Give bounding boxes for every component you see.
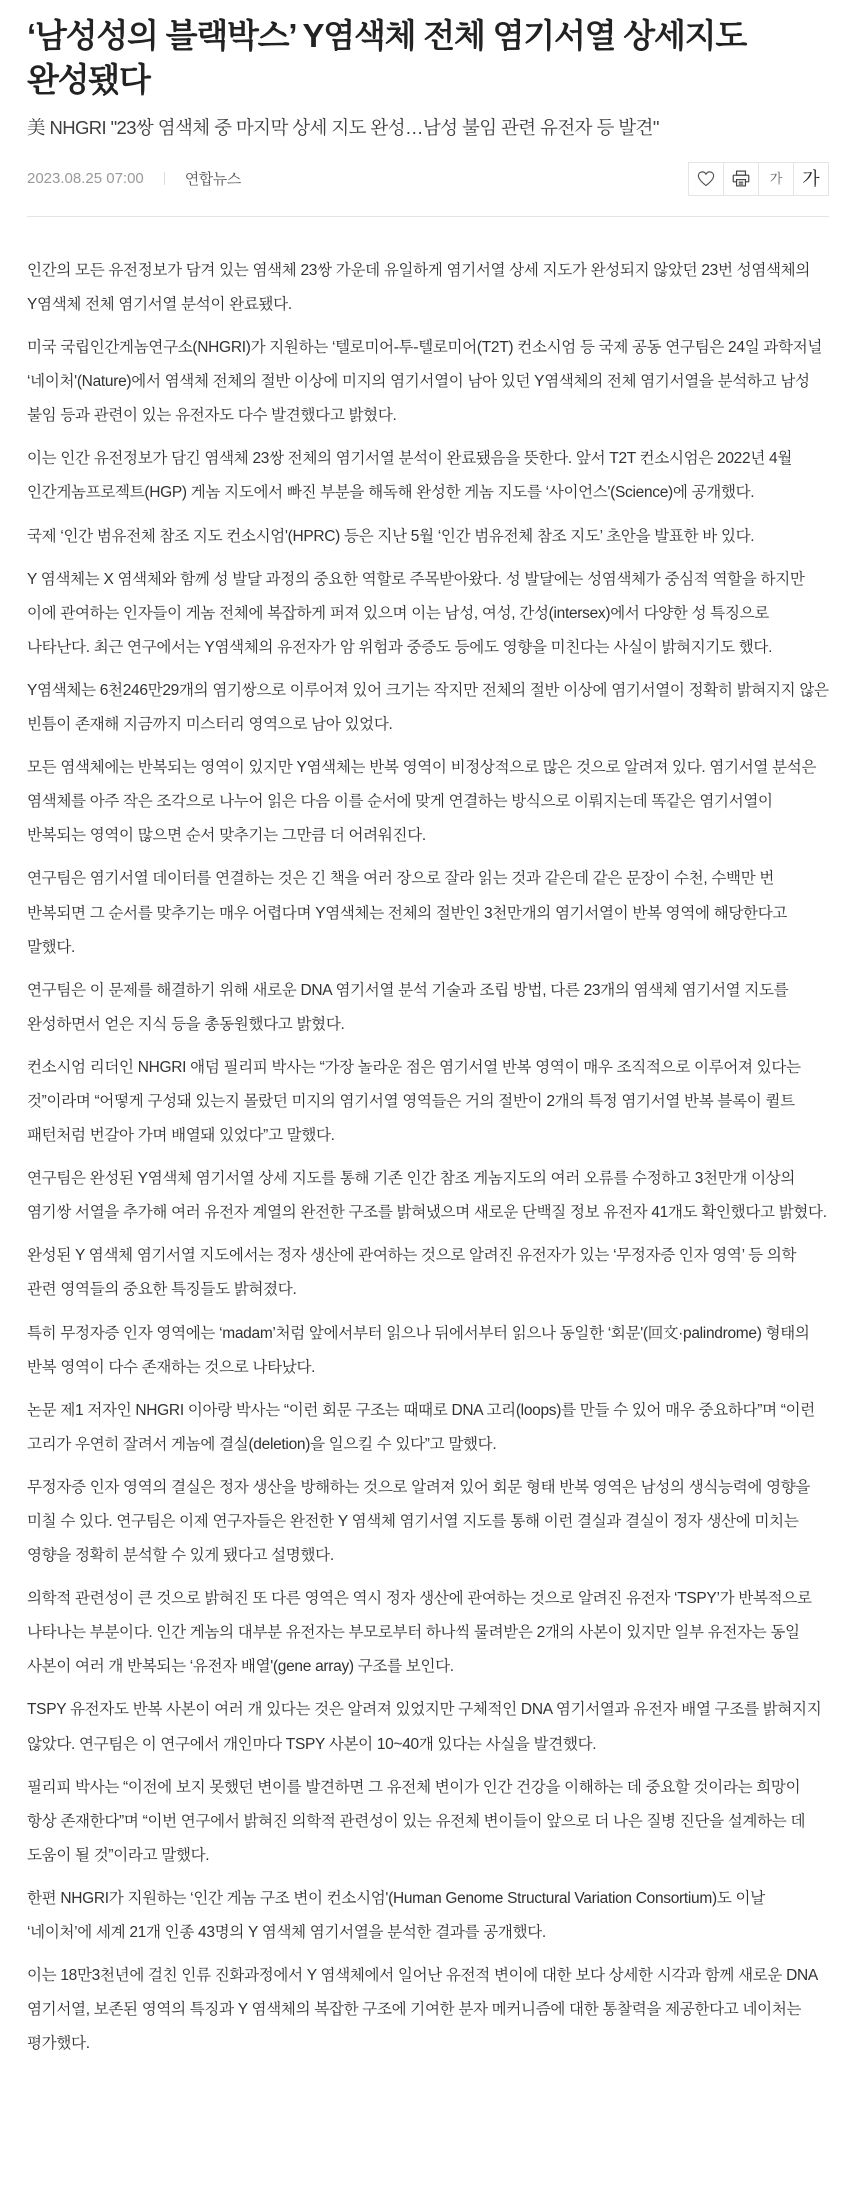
meta-divider — [164, 172, 165, 185]
publish-datetime: 2023.08.25 07:00 — [27, 170, 144, 188]
article-paragraph: 이는 인간 유전정보가 담긴 염색체 23쌍 전체의 염기서열 분석이 완료됐음을 뜻한다. 앞서 T2T 컨소시엄은 2022년 4월 인간게놈프로젝트(HGP) 게놈 지도에서 빠진 부분을 해독해 완성한 게놈 지도를 ‘사이언스'(Science)에 공개했다. — [27, 450, 792, 502]
article-paragraph: 국제 ‘인간 범유전체 참조 지도 컨소시엄'(HPRC) 등은 지난 5월 ‘인간 범유전체 참조 지도’ 초안을 발표한 바 있다. — [27, 527, 755, 545]
article-paragraph: 의학적 관련성이 큰 것으로 밝혀진 또 다른 영역은 역시 정자 생산에 관여하는 것으로 알려진 유전자 ‘TSPY’가 반복적으로 나타나는 부분이다. 인간 게놈의 대부분 유전자는 부모로부터 하나씩 물려받은 2개의 사본이 있지만 일부 유전자는 동일 사본이 여러 개 반복되는 ‘유전자 배열'(gene array) 구조를 보인다. — [27, 1590, 812, 1676]
article-paragraph: 특히 무정자증 인자 영역에는 ‘madam’처럼 앞에서부터 읽으나 뒤에서부터 읽으나 동일한 ‘회문'(回文·palindrome) 형태의 반복 영역이 다수 존재하는 것으로 나타났다. — [27, 1324, 810, 1376]
article-meta-row — [27, 162, 829, 196]
article-paragraph: Y염색체는 6천246만29개의 염기쌍으로 이루어져 있어 크기는 작지만 전체의 절반 이상에 염기서열이 정확히 밝혀지지 않은 빈틈이 존재해 지금까지 미스터리 영역으로 남아 있었다. — [27, 681, 829, 734]
article-paragraph: 무정자증 인자 영역의 결실은 정자 생산을 방해하는 것으로 알려져 있어 회문 형태 반복 영역은 남성의 생식능력에 영향을 미칠 수 있다. 연구팀은 이제 연구자들은 완전한 Y 염색체 염기서열 지도를 통해 이런 결실과 결실이 정자 생산에 미치는 영향을 정확히 분석할 수 있게 됐다고 설명했다. — [27, 1478, 811, 1565]
article-paragraph: 연구팀은 염기서열 데이터를 연결하는 것은 긴 책을 여러 장으로 잘라 읽는 것과 같은데 같은 문장이 수천, 수백만 번 반복되면 그 순서를 맞추기는 매우 어렵다며 Y염색체는 전체의 절반인 3천만개의 염기서열이 반복 영역에 해당한다고 말했다. — [27, 870, 788, 956]
article-toolbar — [688, 162, 829, 196]
printer-icon — [732, 170, 750, 187]
article-paragraph: 컨소시엄 리더인 NHGRI 애덤 필리피 박사는 “가장 놀라운 점은 염기서열 반복 영역이 매우 조직적으로 이루어져 있다는 것”이라며 “어떻게 구성돼 있는지 몰랐던 미지의 염기서열 영역들은 거의 절반이 2개의 특정 염기서열 반복 블록이 퀼트 패턴처럼 번갈아 가며 배열돼 있었다”고 말했다. — [27, 1058, 801, 1145]
article-title: ‘남성성의 블랙박스’ Y염색체 전체 염기서열 상세지도 완성됐다 — [27, 17, 747, 98]
article-paragraph: 필리피 박사는 “이전에 보지 못했던 변이를 발견하면 그 유전체 변이가 인간 건강을 이해하는 데 중요할 것이라는 희망이 항상 존재한다”며 “이번 연구에서 밝혀진 의학적 관련성이 있는 유전체 변이들이 앞으로 더 나은 질병 진단을 설계하는 데 도움이 될 것”이라고 말했다. — [27, 1778, 806, 1864]
font-size-increase-button[interactable] — [793, 162, 829, 196]
like-button[interactable] — [688, 162, 724, 196]
article-paragraph: 논문 제1 저자인 NHGRI 이아랑 박사는 “이런 회문 구조는 때때로 DNA 고리(loops)를 만들 수 있어 매우 중요하다”며 “이런 고리가 우연히 잘려서 게놈에 결실(deletion)을 일으킬 수 있다”고 말했다. — [27, 1401, 815, 1453]
article-paragraph: TSPY 유전자도 반복 사본이 여러 개 있다는 것은 알려져 있었지만 구체적인 DNA 염기서열과 유전자 배열 구조를 밝혀지지 않았다. 연구팀은 이 연구에서 개인마다 TSPY 사본이 10~40개 있다는 사실을 발견했다. — [27, 1701, 822, 1753]
article-paragraph: 완성된 Y 염색체 염기서열 지도에서는 정자 생산에 관여하는 것으로 알려진 유전자가 있는 ‘무정자증 인자 영역’ 등 의학 관련 영역들의 중요한 특징들도 밝혀졌다. — [27, 1247, 797, 1299]
article-subtitle: 美 NHGRI "23쌍 염색체 중 마지막 상세 지도 완성…남성 불임 관련 유전자 등 발견" — [27, 117, 659, 139]
font-size-decrease-button[interactable] — [758, 162, 794, 196]
font-increase-label: 가 — [802, 168, 820, 189]
article-paragraph: 한편 NHGRI가 지원하는 ‘인간 게놈 구조 변이 컨소시엄'(Human Genome Structural Variation Consortium)도 이날 ‘네이처’에 세계 21개 인종 43명의 Y 염색체 염기서열을 분석한 결과를 공개했다. — [27, 1889, 765, 1942]
article-paragraph: 모든 염색체에는 반복되는 영역이 있지만 Y염색체는 반복 영역이 비정상적으로 많은 것으로 알려져 있다. 염기서열 분석은 염색체를 아주 작은 조각으로 나누어 읽은 다음 이를 순서에 맞게 연결하는 방식으로 이뤄지는데 똑같은 염기서열이 반복되는 영역이 많으면 순서 맞추기는 그만큼 더 어려워진다. — [27, 759, 817, 845]
source-name[interactable]: 연합뉴스 — [184, 171, 241, 189]
article-paragraph: Y 염색체는 X 염색체와 함께 성 발달 과정의 중요한 역할로 주목받아왔다. 성 발달에는 성염색체가 중심적 역할을 하지만 이에 관여하는 인자들이 게놈 전체에 복잡하게 퍼져 있으며 이는 남성, 여성, 간성(intersex)에서 다양한 성 특징으로 나타난다. 최근 연구에서는 Y염색체의 유전자가 암 위험과 중증도 등에도 영향을 미친다는 사실이 밝혀지기도 했다. — [27, 570, 805, 656]
article-paragraph: 미국 국립인간게놈연구소(NHGRI)가 지원하는 ‘텔로미어-투-텔로미어(T2T) 컨소시엄 등 국제 공동 연구팀은 24일 과학저널 ‘네이처'(Nature)에서 염색체 전체의 절반 이상에 미지의 염기서열이 남아 있던 Y염색체의 전체 염기서열을 분석하고 남성 불임 등과 관련이 있는 유전자도 다수 발견했다고 밝혔다. — [27, 339, 823, 425]
font-decrease-label: 가 — [769, 171, 783, 187]
article-paragraph: 연구팀은 완성된 Y염색체 염기서열 상세 지도를 통해 기존 인간 참조 게놈지도의 여러 오류를 수정하고 3천만개 이상의 염기쌍 서열을 추가해 여러 유전자 계열의 완전한 구조를 밝혀냈으며 새로운 단백질 정보 유전자 41개도 확인했다고 밝혔다. — [27, 1170, 827, 1222]
article-paragraph: 이는 18만3천년에 걸친 인류 진화과정에서 Y 염색체에서 일어난 유전적 변이에 대한 보다 상세한 시각과 함께 새로운 DNA 염기서열, 보존된 영역의 특징과 Y 염색체의 복잡한 구조에 기여한 분자 메커니즘에 대한 통찰력을 제공한다고 네이처는 평가했다. — [27, 1967, 818, 2053]
article-paragraph: 인간의 모든 유전정보가 담겨 있는 염색체 23쌍 가운데 유일하게 염기서열 상세 지도가 완성되지 않았던 23번 성염색체의 Y염색체 전체 염기서열 분석이 완료됐다. — [27, 261, 811, 313]
heart-outline-icon — [697, 171, 715, 187]
print-button[interactable] — [723, 162, 759, 196]
article-body — [27, 217, 829, 2062]
article-meta-left — [27, 162, 241, 196]
article-paragraph: 연구팀은 이 문제를 해결하기 위해 새로운 DNA 염기서열 분석 기술과 조립 방법, 다른 23개의 염색체 염기서열 지도를 완성하면서 얻은 지식 등을 총동원했다고 밝혔다. — [27, 981, 789, 1033]
